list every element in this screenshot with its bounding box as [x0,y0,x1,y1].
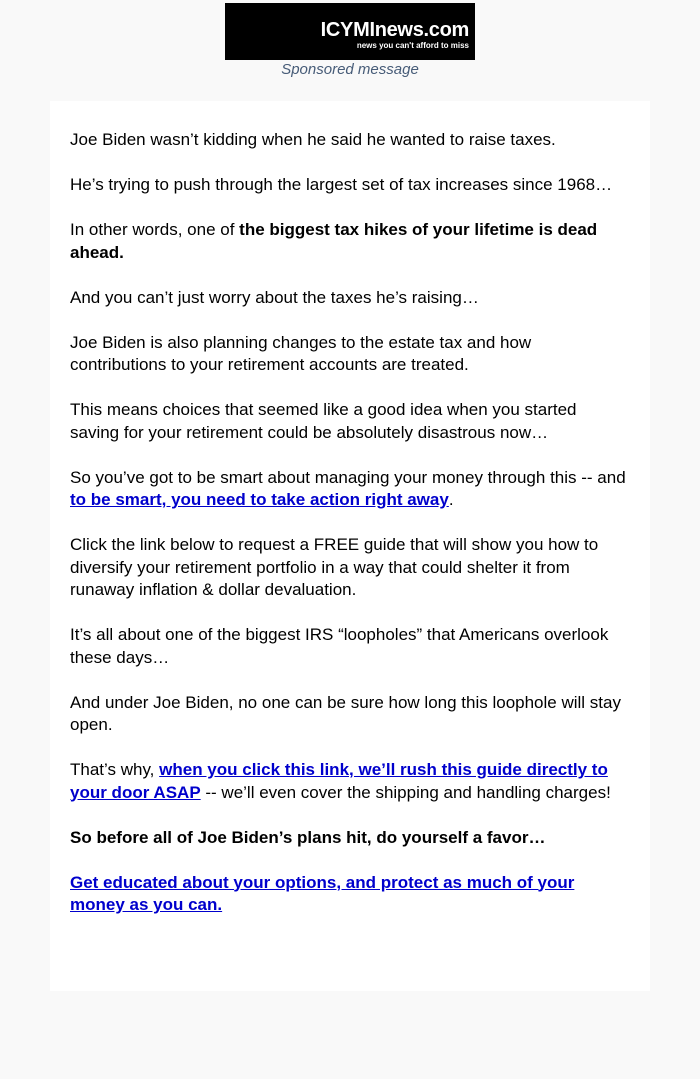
message-card [50,101,650,991]
sponsored-label: Sponsored message [281,61,419,78]
take-action-link[interactable]: to be smart, you need to take action right away [70,490,449,509]
paragraph-11-text: That’s why, [70,760,160,779]
paragraph-9: It’s all about one of the biggest IRS “loopholes” that Americans overlook these days… [70,625,609,667]
logo-wordmark: ICYMInews.com [320,19,469,41]
paragraph-13 [70,872,630,917]
paragraph-12-bold: So before all of Joe Biden’s plans hit, do yourself a favor… [70,827,546,847]
paragraph-7-text: So you’ve got to be smart about managing your money through this -- and [70,467,626,487]
paragraph-7-end: . [448,490,454,509]
get-educated-link[interactable]: Get educated about your options, and protect as much of your money as you can. [70,872,575,914]
paragraph-3-text: In other words, one of [70,220,240,239]
paragraph-11 [70,759,630,804]
paragraph-6: This means choices that seemed like a good idea when you started saving for your retirement could be absolutely disastrous now… [70,400,577,442]
paragraph-10: And under Joe Biden, no one can be sure how long this loophole will stay open. [70,692,621,734]
paragraph-3-bold: the biggest tax hikes of your lifetime is dead ahead. [70,220,598,262]
paragraph-3 [70,219,630,264]
paragraph-5: Joe Biden is also planning changes to the estate tax and how contributions to your retirement accounts are treated. [70,332,532,374]
paragraph-1: Joe Biden wasn’t kidding when he said he wanted to raise taxes. [70,130,556,149]
paragraph-12 [70,827,630,850]
paragraph-7 [70,467,630,512]
paragraph-4: And you can’t just worry about the taxes he’s raising… [70,287,479,307]
rush-guide-link[interactable]: when you click this link, we’ll rush this guide directly to your door ASAP [70,760,608,802]
icymi-logo[interactable] [225,3,475,60]
paragraph-2: He’s trying to push through the largest set of tax increases since 1968… [70,175,613,194]
paragraph-11-end: -- we’ll even cover the shipping and handling charges! [200,782,611,802]
message-body [50,101,650,917]
logo-tagline: news you can't afford to miss [356,41,469,50]
paragraph-8: Click the link below to request a FREE guide that will show you how to diversify your retirement portfolio in a way that could shelter it from runaway inflation & dollar devaluation. [70,535,599,599]
